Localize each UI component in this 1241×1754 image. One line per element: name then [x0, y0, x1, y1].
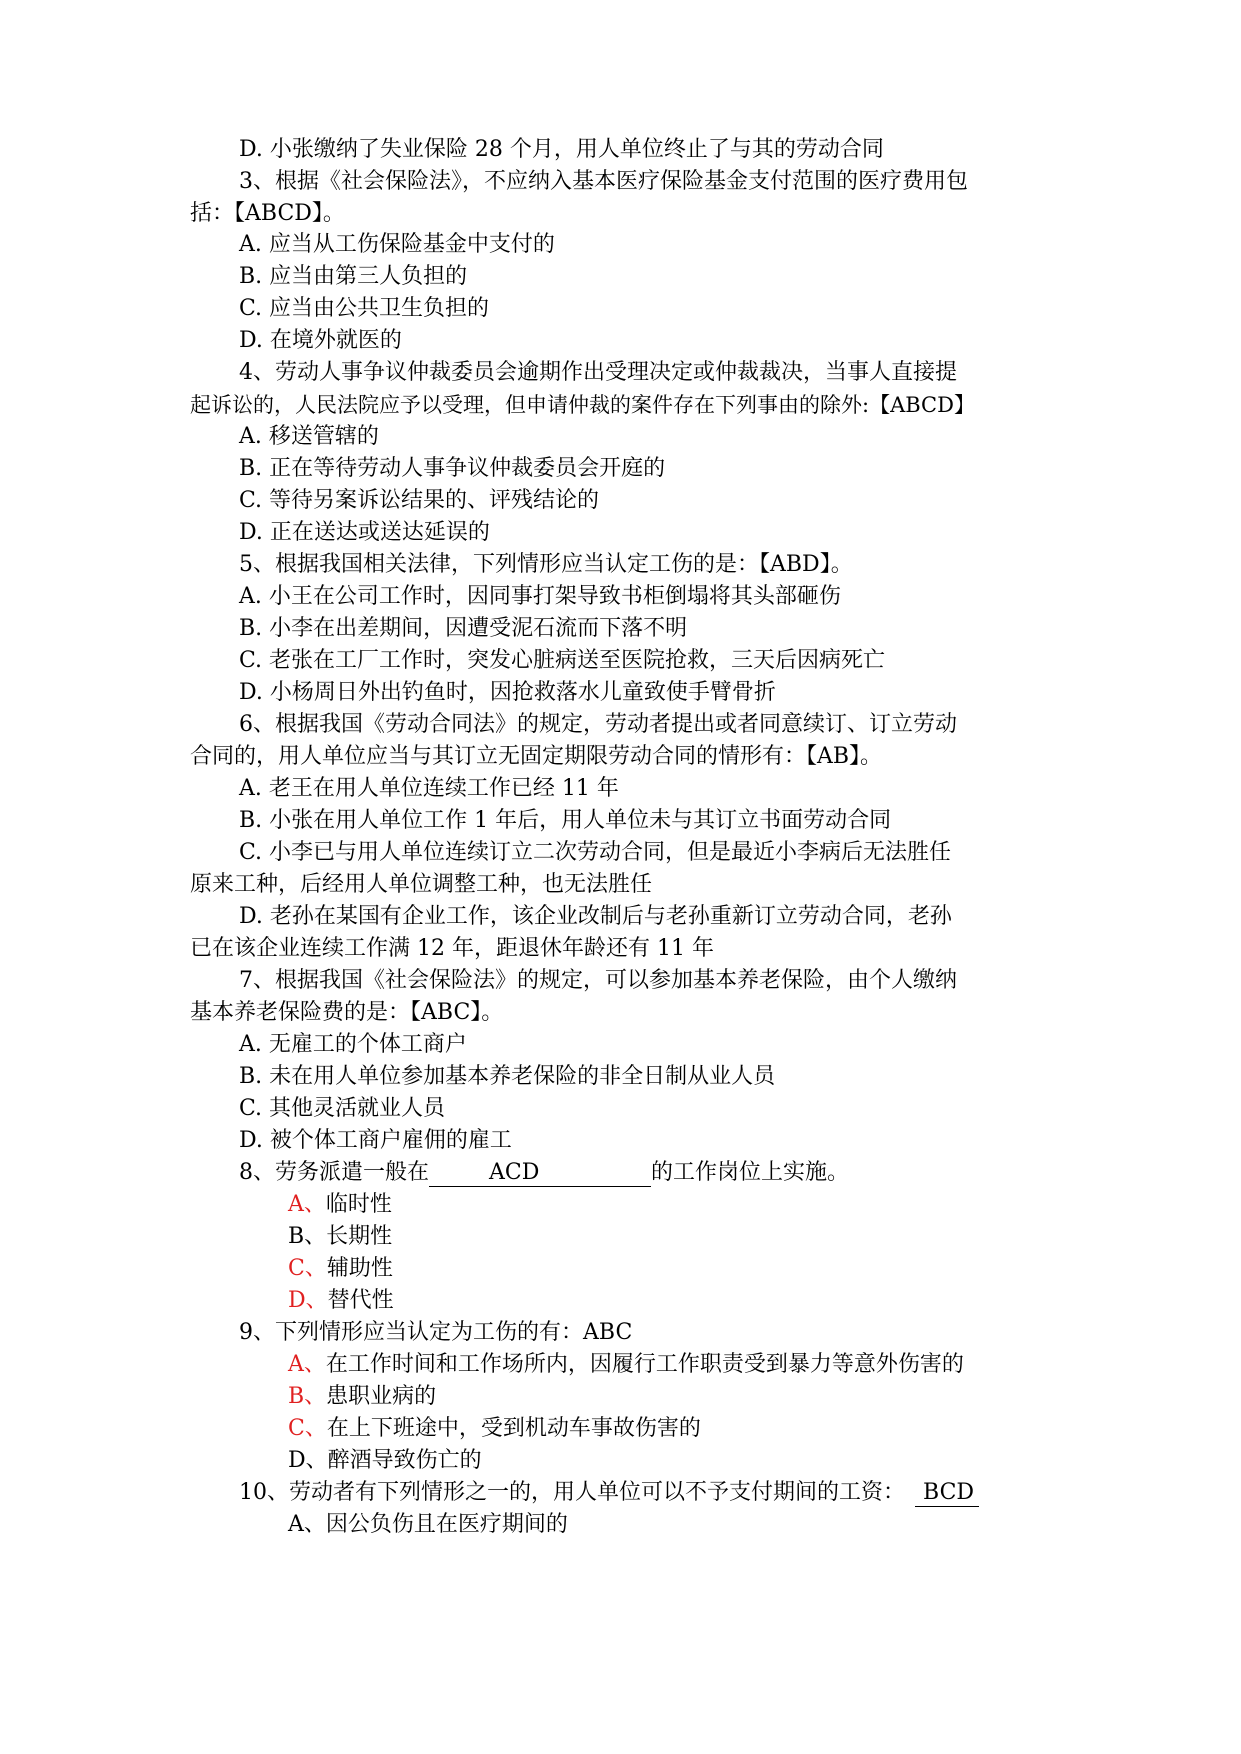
option-a: [288, 1189, 392, 1221]
option-text: 辅助性: [326, 1256, 393, 1281]
option-b: [288, 1381, 436, 1413]
option-letter: A、: [288, 1512, 326, 1537]
option-text: 长期性: [326, 1224, 393, 1249]
question-7-stem-cont: 基本养老保险费的是：【ABC】。: [190, 1000, 504, 1025]
option-d: D. 在境外就医的: [239, 328, 402, 353]
option-c: C. 老张在工厂工作时，突发心脏病送至医院抢救，三天后因病死亡: [239, 648, 886, 673]
option-b: B. 小李在出差期间，因遭受泥石流而下落不明: [239, 616, 688, 641]
option-c-cont: 原来工种，后经用人单位调整工种，也无法胜任: [190, 872, 653, 897]
question-10-stem: [239, 1477, 979, 1509]
option-letter: B、: [288, 1384, 327, 1409]
option-d: D. 小杨周日外出钓鱼时，因抢救落水儿童致使手臂骨折: [239, 680, 776, 705]
option-d: [288, 1445, 482, 1477]
question-10-answer-blank: [915, 1480, 979, 1507]
option-text: 患职业病的: [326, 1384, 437, 1409]
question-6-stem-cont: 合同的，用人单位应当与其订立无固定期限劳动合同的情形有：【AB】。: [190, 744, 883, 769]
option-letter: B、: [288, 1224, 327, 1249]
question-3-stem-cont: 括：【ABCD】。: [190, 201, 345, 226]
option-a: A. 老王在用人单位连续工作已经 11 年: [239, 776, 619, 801]
option-a: A. 无雇工的个体工商户: [239, 1032, 467, 1057]
option-letter: C、: [288, 1256, 327, 1281]
option-b: B. 应当由第三人负担的: [239, 264, 468, 289]
option-letter: D、: [288, 1448, 328, 1473]
question-5-stem: 5、根据我国相关法律，下列情形应当认定工伤的是：【ABD】。: [239, 552, 853, 577]
option-text: 因公负伤且在医疗期间的: [325, 1512, 568, 1537]
option-letter: A、: [288, 1352, 326, 1377]
option-a: [288, 1509, 568, 1541]
question-10-prefix: 10、劳动者有下列情形之一的，用人单位可以不予支付期间的工资：: [239, 1480, 905, 1505]
question-4-stem: 4、劳动人事争议仲裁委员会逾期作出受理决定或仲裁裁决，当事人直接提: [239, 360, 957, 385]
question-4-stem-cont: 起诉讼的，人民法院应予以受理，但申请仲裁的案件存在下列事由的除外:【ABCD】: [190, 393, 975, 417]
option-text: 临时性: [325, 1192, 392, 1217]
option-letter: D、: [288, 1288, 328, 1313]
option-c: C. 小李已与用人单位连续订立二次劳动合同，但是最近小李病后无法胜任: [239, 840, 952, 865]
option-c: C. 等待另案诉讼结果的、评残结论的: [239, 488, 600, 513]
question-3-stem: 3、根据《社会保险法》，不应纳入基本医疗保险基金支付范围的医疗费用包: [239, 169, 968, 194]
option-text: 在工作时间和工作场所内，因履行工作职责受到暴力等意外伤害的: [325, 1352, 964, 1377]
option-text: 替代性: [327, 1288, 394, 1313]
option-d-cont: 已在该企业连续工作满 12 年，距退休年龄还有 11 年: [190, 936, 714, 961]
option-d: D. 老孙在某国有企业工作，该企业改制后与老孙重新订立劳动合同，老孙: [239, 904, 952, 929]
option-letter: A、: [288, 1192, 326, 1217]
question-9-stem: 9、下列情形应当认定为工伤的有：ABC: [239, 1320, 633, 1345]
option-d: D. 小张缴纳了失业保险 28 个月，用人单位终止了与其的劳动合同: [239, 137, 884, 162]
option-a: A. 小王在公司工作时，因同事打架导致书柜倒塌将其头部砸伤: [239, 584, 841, 609]
question-7-stem: 7、根据我国《社会保险法》的规定，可以参加基本养老保险，由个人缴纳: [239, 968, 957, 993]
option-b: B. 小张在用人单位工作 1 年后，用人单位未与其订立书面劳动合同: [239, 808, 892, 833]
option-c: C. 应当由公共卫生负担的: [239, 296, 490, 321]
question-6-stem: 6、根据我国《劳动合同法》的规定，劳动者提出或者同意续订、订立劳动: [239, 712, 957, 737]
option-text: 在上下班途中，受到机动车事故伤害的: [326, 1416, 701, 1441]
option-d: D. 正在送达或送达延误的: [239, 520, 490, 545]
option-c: C. 其他灵活就业人员: [239, 1096, 446, 1121]
question-8-prefix: 8、劳务派遣一般在: [239, 1160, 429, 1185]
option-a: A. 应当从工伤保险基金中支付的: [239, 232, 555, 257]
option-a: [288, 1349, 964, 1381]
option-a: A. 移送管辖的: [239, 424, 379, 449]
option-b: [288, 1221, 392, 1253]
option-d: D. 被个体工商户雇佣的雇工: [239, 1128, 512, 1153]
option-c: [288, 1253, 393, 1285]
question-10-answer: BCD: [923, 1480, 975, 1505]
option-text: 醉酒导致伤亡的: [327, 1448, 482, 1473]
option-c: [288, 1413, 701, 1445]
option-b: B. 未在用人单位参加基本养老保险的非全日制从业人员: [239, 1064, 776, 1089]
question-8-answer-blank: [429, 1160, 651, 1187]
option-b: B. 正在等待劳动人事争议仲裁委员会开庭的: [239, 456, 666, 481]
question-8-suffix: 的工作岗位上实施。: [651, 1160, 850, 1185]
question-8-answer: ACD: [489, 1160, 540, 1185]
option-letter: C、: [288, 1416, 327, 1441]
question-8-stem: [239, 1157, 849, 1189]
option-d: [288, 1285, 394, 1317]
